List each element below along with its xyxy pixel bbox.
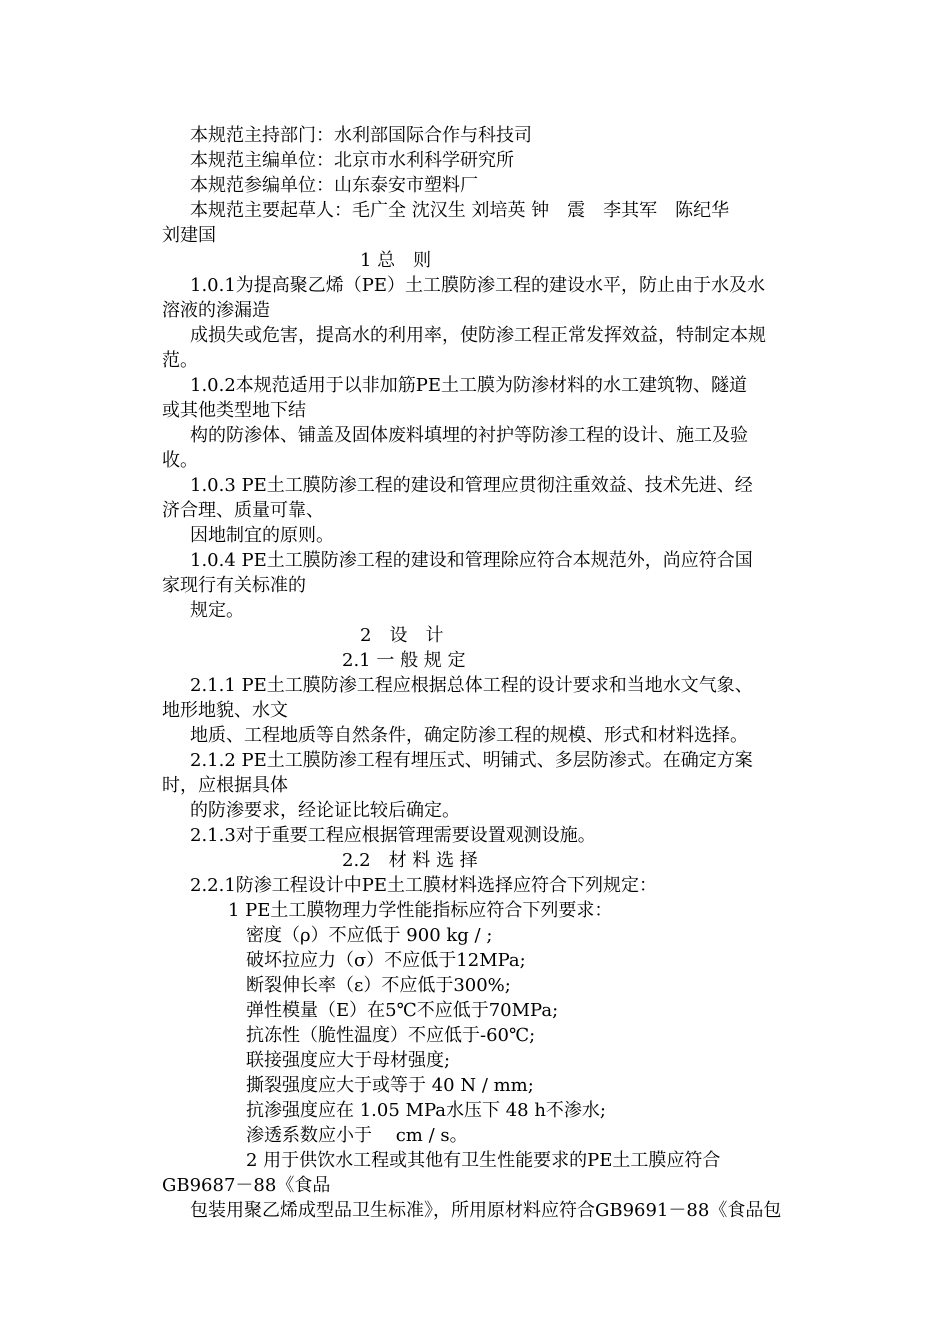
text-line: 2.2.1防渗工程设计中PE土工膜材料选择应符合下列规定：: [190, 875, 658, 896]
text-line: 时，应根据具体: [162, 775, 288, 796]
list-item: 弹性模量（E）在5℃不应低于70MPa;: [246, 1000, 559, 1021]
text-line: 构的防渗体、铺盖及固体废料填埋的衬护等防渗工程的设计、施工及验: [190, 425, 748, 446]
text-line: 家现行有关标准的: [162, 575, 306, 596]
text-line: 地形地貌、水文: [162, 700, 288, 721]
text-line: 2.1.3对于重要工程应根据管理需要设置观测设施。: [190, 825, 596, 846]
text-line: 本规范主要起草人：毛广全 沈汉生 刘培英 钟 震 李其军 陈纪华: [190, 200, 730, 221]
text-line: 1.0.1为提高聚乙烯（PE）土工膜防渗工程的建设水平，防止由于水及水: [190, 275, 766, 296]
text-line: 1.0.4 PE土工膜防渗工程的建设和管理除应符合本规范外，尚应符合国: [190, 550, 753, 571]
list-item: 2 用于供饮水工程或其他有卫生性能要求的PE土工膜应符合: [246, 1150, 721, 1171]
subsection-heading: 2.2 材 料 选 择: [342, 850, 478, 871]
subsection-heading: 2.1 一 般 规 定: [342, 650, 466, 671]
text-line: 济合理、质量可靠、: [162, 500, 324, 521]
list-item: 破坏拉应力（σ）不应低于12MPa;: [246, 950, 526, 971]
text-line: 1.0.3 PE土工膜防渗工程的建设和管理应贯彻注重效益、技术先进、经: [190, 475, 753, 496]
list-item: 撕裂强度应大于或等于 40 N / mm;: [246, 1075, 534, 1096]
text-line: 地质、工程地质等自然条件，确定防渗工程的规模、形式和材料选择。: [190, 725, 748, 746]
list-item: 渗透系数应小于 cm / s。: [246, 1125, 468, 1146]
text-line: 规定。: [190, 600, 244, 621]
text-line: 范。: [162, 350, 198, 371]
text-line: 2.1.2 PE土工膜防渗工程有埋压式、明铺式、多层防渗式。在确定方案: [190, 750, 753, 771]
list-item: 联接强度应大于母材强度;: [246, 1050, 451, 1071]
text-line: 本规范主持部门：水利部国际合作与科技司: [190, 125, 532, 146]
text-line: 的防渗要求，经论证比较后确定。: [190, 800, 460, 821]
list-item: 1 PE土工膜物理力学性能指标应符合下列要求：: [228, 900, 613, 921]
text-line: 因地制宜的原则。: [190, 525, 334, 546]
text-line: 包装用聚乙烯成型品卫生标准》，所用原材料应符合GB9691－88《食品包: [190, 1200, 782, 1221]
text-line: 或其他类型地下结: [162, 400, 306, 421]
text-line: 1.0.2本规范适用于以非加筋PE土工膜为防渗材料的水工建筑物、隧道: [190, 375, 748, 396]
text-line: 本规范参编单位：山东泰安市塑料厂: [190, 175, 478, 196]
section-heading: 1 总 则: [360, 250, 432, 271]
list-item: 断裂伸长率（ε）不应低于300%;: [246, 975, 511, 996]
text-line: 本规范主编单位：北京市水利科学研究所: [190, 150, 514, 171]
list-item: 抗渗强度应在 1.05 MPa水压下 48 h不渗水;: [246, 1100, 606, 1121]
text-line: 收。: [162, 450, 198, 471]
text-line: 2.1.1 PE土工膜防渗工程应根据总体工程的设计要求和当地水文气象、: [190, 675, 753, 696]
text-line: 成损失或危害，提高水的利用率，使防渗工程正常发挥效益，特制定本规: [190, 325, 766, 346]
list-item: 抗冻性（脆性温度）不应低于-60℃;: [246, 1025, 536, 1046]
text-line: GB9687－88《食品: [162, 1175, 331, 1196]
list-item: 密度（ρ）不应低于 900 kg / ;: [246, 925, 493, 946]
text-line: 溶液的渗漏造: [162, 300, 270, 321]
text-line: 刘建国: [162, 225, 216, 246]
section-heading: 2 设 计: [360, 625, 444, 646]
